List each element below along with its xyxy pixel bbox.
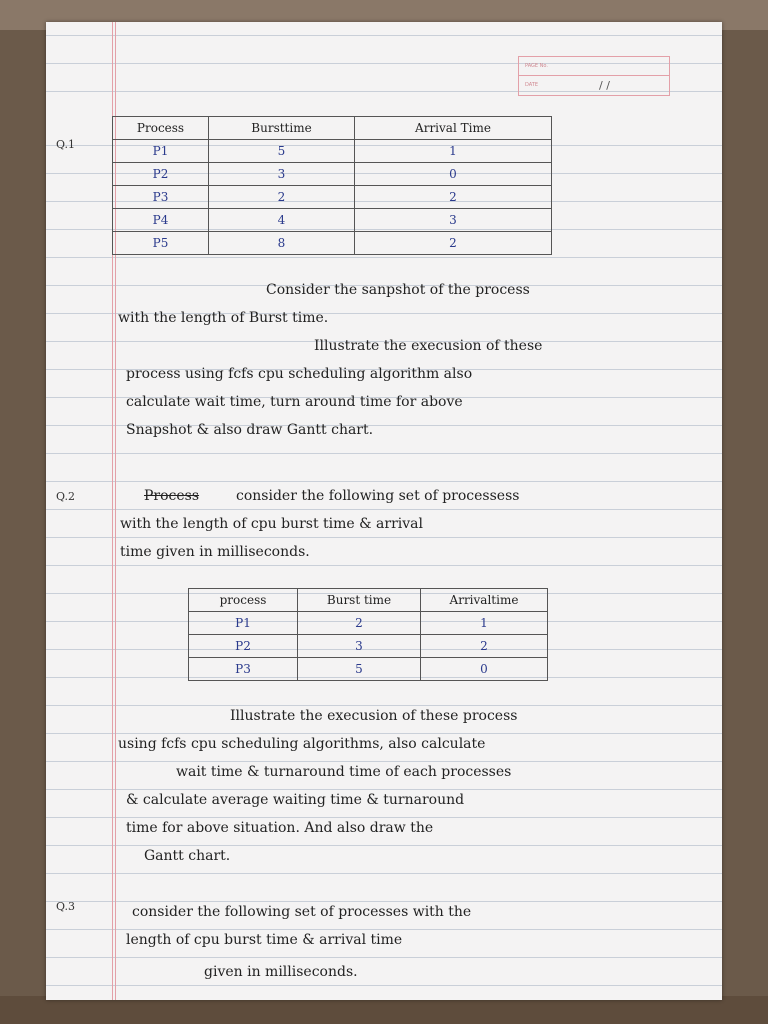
q2-line: time given in milliseconds. [120,544,310,560]
q1-line: process using fcfs cpu scheduling algorithm also [126,366,473,382]
table-header-row [113,117,552,140]
table-cell: P1 [189,612,298,635]
table-header: Process [113,117,209,140]
table-header: Bursttime [209,117,355,140]
table-row [113,209,552,232]
q1-line: Consider the sanpshot of the process [266,282,530,298]
table-cell: 0 [421,658,548,681]
page-date-box [518,56,670,96]
table-cell: 8 [209,232,355,255]
q2-line: consider the following set of processess [236,488,520,504]
table-cell: 2 [298,612,421,635]
question-number: Q.1 [56,138,75,151]
q1-table [112,116,552,255]
table-header: Arrivaltime [421,589,548,612]
table-cell: 4 [209,209,355,232]
table-cell: 0 [355,163,552,186]
table-cell: P3 [113,186,209,209]
table-header: Arrival Time [355,117,552,140]
q2-line: & calculate average waiting time & turnaround [126,792,465,808]
table-row [113,140,552,163]
table-row [113,232,552,255]
q2-line: Gantt chart. [144,848,231,864]
table-cell: P1 [113,140,209,163]
q1-line: Snapshot & also draw Gantt chart. [126,422,374,438]
table-row [113,163,552,186]
q2-line: time for above situation. And also draw the [126,820,434,836]
question-number: Q.2 [56,490,75,503]
page-no-label: PAGE No. [525,63,548,69]
q2-line: with the length of cpu burst time & arrival [120,516,423,532]
q1-line: calculate wait time, turn around time for above [126,394,463,410]
table-cell: 3 [209,163,355,186]
table-row [113,186,552,209]
q2-line: wait time & turnaround time of each processes [176,764,512,780]
table-cell: P4 [113,209,209,232]
q3-line: given in milliseconds. [204,964,358,980]
table-header-row [189,589,548,612]
table-cell: P2 [113,163,209,186]
q2-line: using fcfs cpu scheduling algorithms, also calculate [118,736,486,752]
q1-line: with the length of Burst time. [118,310,329,326]
struck-word: Process [144,488,200,504]
q3-line: length of cpu burst time & arrival time [126,932,403,948]
table-cell: P3 [189,658,298,681]
notebook-page [46,22,722,1000]
table-cell: 2 [421,635,548,658]
table-cell: 1 [355,140,552,163]
table-cell: 3 [355,209,552,232]
table-cell: P2 [189,635,298,658]
table-cell: 5 [298,658,421,681]
table-cell: 3 [298,635,421,658]
table-cell: 2 [355,186,552,209]
table-cell: 2 [355,232,552,255]
date-value: / / [599,79,610,92]
date-label: DATE [525,82,539,88]
table-cell: P5 [113,232,209,255]
table-cell: 1 [421,612,548,635]
table-row [189,635,548,658]
table-header: process [189,589,298,612]
q2-table [188,588,548,681]
table-header: Burst time [298,589,421,612]
q1-line: Illustrate the execusion of these [314,338,543,354]
question-number: Q.3 [56,900,75,913]
q3-line: consider the following set of processes with the [132,904,472,920]
table-cell: 2 [209,186,355,209]
table-row [189,612,548,635]
table-row [189,658,548,681]
background-bottom [0,996,768,1024]
table-cell: 5 [209,140,355,163]
q2-line: Illustrate the execusion of these process [230,708,518,724]
